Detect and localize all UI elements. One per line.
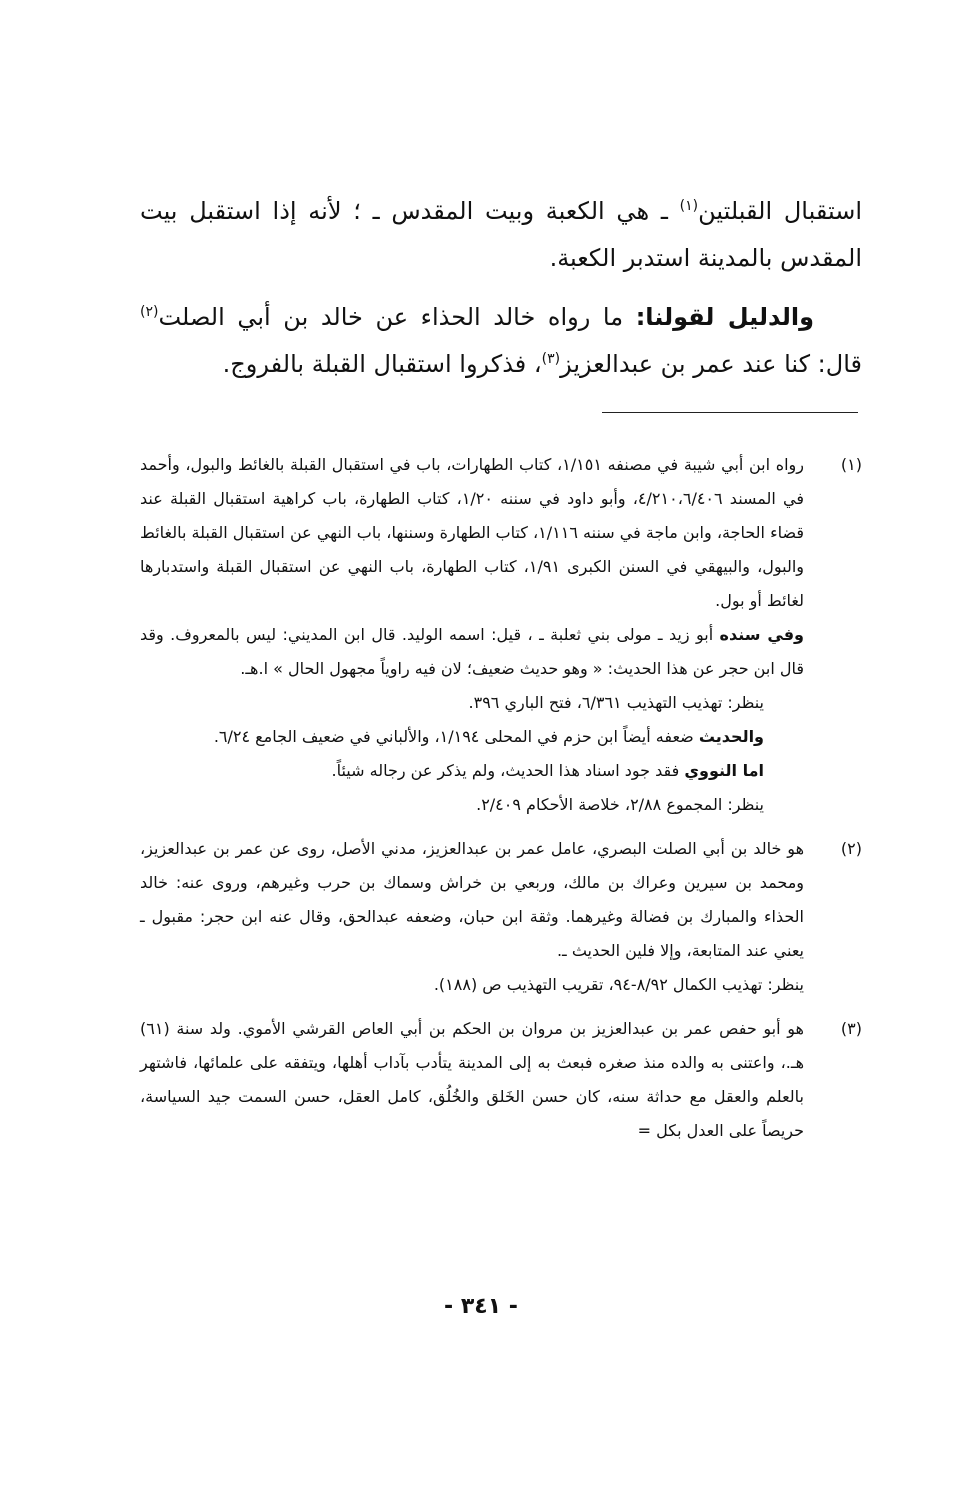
para2-text-b: قال: كنا عند عمر بن عبدالعزيز [560, 350, 862, 378]
footnote-1-sanad-lead: وفي سنده [719, 625, 804, 644]
footnote-1 [140, 448, 862, 822]
footnote-1-nawawi-text: فقد جود اسناد هذا الحديث، ولم يذكر عن رجاله شيئاً. [331, 761, 685, 780]
footnote-3-marker: (٣) [840, 1019, 862, 1038]
footnote-ref-2[interactable]: (٢) [140, 304, 159, 320]
footnote-3 [140, 1012, 862, 1148]
footnote-2-text: هو خالد بن أبي الصلت البصري، عامل عمر بن عبدالعزيز، مدني الأصل، روى عن عمر بن عبدالعزيز، ومحمد بن سيرين وعراك بن مالك، وربعي بن خراش وسماك بن حرب وغيرهم، وروى عنه: خالد الحذاء والمبارك بن فضالة وغيرهما. وثقة ابن حبان، وضعفه عبدالحق، وقال عنه ابن حجر: مقبول ـ يعني عند المتابعة، وإلا فلين الحديث ـ. [140, 839, 804, 960]
footnote-3-body [140, 1012, 804, 1148]
footnote-2-body [140, 832, 804, 1002]
footnote-2 [140, 832, 862, 1002]
footnotes [140, 448, 862, 1148]
footnote-1-sanad-text: أبو زيد ـ مولى بني ثعلبة ـ ، قيل: اسمه الوليد. قال ابن المديني: ليس بالمعروف. وقد قال ابن حجر عن هذا الحديث: « وهو حديث ضعيف؛ لان فيه راوياً مجهول الحال » ا.هـ. [140, 625, 804, 678]
para2-text-a: ما رواه خالد الحذاء عن خالد بن أبي الصلت [158, 303, 636, 331]
footnote-1-nawawi-lead: اما النووي [684, 761, 764, 780]
para2-bold-lead: والدليل لقولنا: [635, 303, 815, 331]
main-paragraph-1 [140, 188, 862, 282]
footnote-ref-3[interactable]: (٣) [541, 351, 561, 367]
footnote-ref-1[interactable]: (١) [679, 198, 699, 214]
footnote-2-marker: (٢) [840, 839, 862, 858]
footnote-1-hadith-lead: والحديث [698, 727, 764, 746]
para1-text-a: استقبال القبلتين [698, 197, 863, 225]
footnote-1-nawawi [140, 754, 804, 788]
footnote-3-text: هو أبو حفص عمر بن عبدالعزيز بن مروان بن الحكم بن أبي العاص القرشي الأموي. ولد سنة (٦١) هـ.، واعتنى به والده منذ صغره فبعث به إلى المدينة يتأدب بآداب أهلها، ويتفقه على علمائها، فاشتهر بالعلم والعقل مع حداثة سنه، كان حسن الخَلق والخُلُق، كامل العقل، حسن السمت جيد السياسة، حريصاً على العدل بكل = [140, 1019, 804, 1140]
footnote-1-see-2: ينظر: المجموع ٢/٨٨، خلاصة الأحكام ٢/٤٠٩. [476, 795, 764, 814]
footnote-1-marker: (١) [840, 455, 862, 474]
para2-text-c: ، فذكروا استقبال القبلة بالفروج. [222, 350, 542, 378]
main-paragraph-2 [140, 294, 862, 388]
footnote-1-hadith [140, 720, 804, 754]
para1-text-b: ـ هي الكعبة وبيت المقدس ـ ؛ لأنه إذا استقبل بيت المقدس بالمدينة استدبر الكعبة. [140, 197, 862, 272]
footnote-1-hadith-text: ضعفه أيضاً ابن حزم في المحلى ١/١٩٤، والألباني في ضعيف الجامع ٦/٢٤. [213, 727, 699, 746]
footnote-1-body [140, 448, 804, 822]
main-text [140, 188, 862, 388]
footnote-1-text: رواه ابن أبي شيبة في مصنفه ١/١٥١، كتاب الطهارات، باب في استقبال القبلة بالغائط والبول، وأحمد في المسند ٤/٢١٠،٦/٤٠٦، وأبو داود في سننه ١/٢٠، كتاب الطهارة، باب كراهية استقبال القبلة عند قضاء الحاجة، وابن ماجة في سننه ١/١١٦، كتاب الطهارة وسننها، باب النهي عن استقبال القبلة بالغائط والبول، والبيهقي في السنن الكبرى ١/٩١، كتاب الطهارة، باب النهي عن استقبال القبلة واستدبارها لغائط أو بول. [140, 455, 805, 610]
footnote-1-sanad [140, 618, 804, 686]
footnote-2-see: ينظر: تهذيب الكمال ٨/٩٢-٩٤، تقريب التهذيب ص (١٨٨). [433, 975, 804, 994]
footnote-1-see-1: ينظر: تهذيب التهذيب ٦/٣٦١، فتح الباري ٣٩٦. [468, 693, 764, 712]
footnote-separator [602, 412, 858, 413]
page-number: - ٣٤١ - [444, 1294, 518, 1319]
